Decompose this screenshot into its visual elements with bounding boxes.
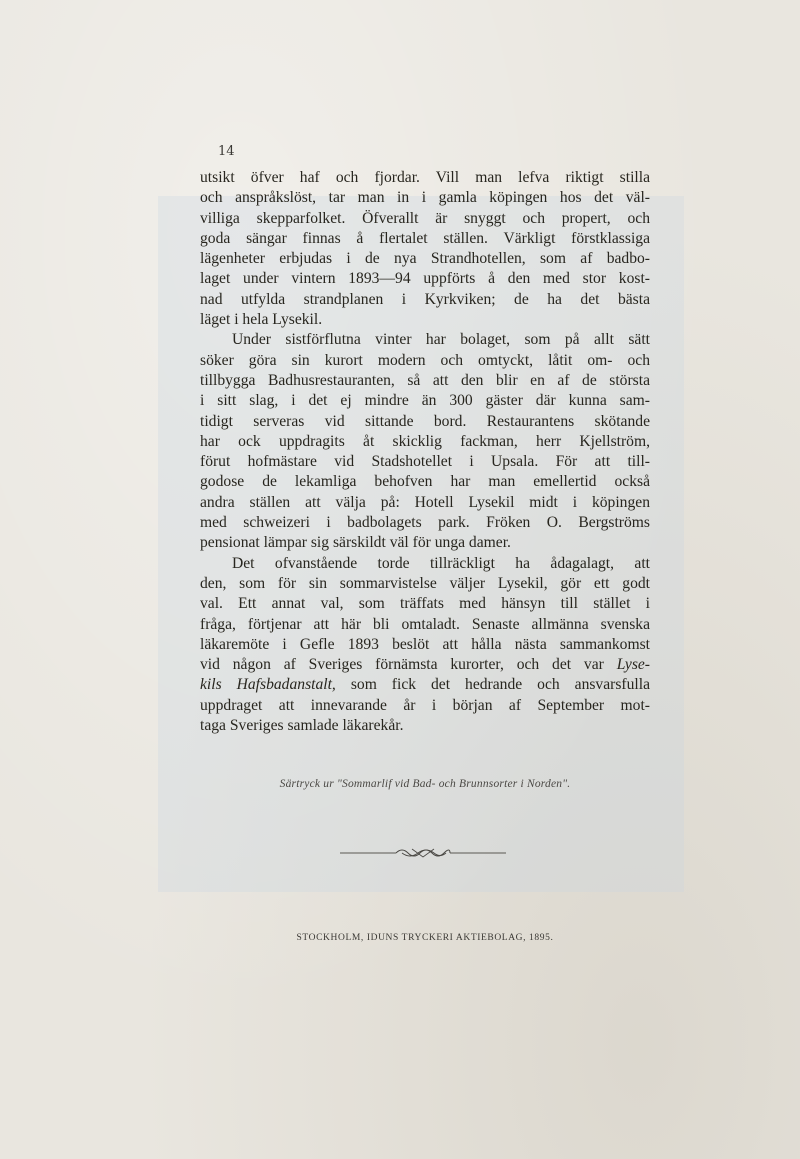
text-line: tidigt serveras vid sittande bord. Restaurantens skötande <box>200 412 650 430</box>
text-line: söker göra sin kurort modern och omtyckt, låtit om- och <box>200 351 650 369</box>
text-line: har ock uppdragits åt skicklig fackman, herr Kjellström, <box>200 432 650 450</box>
ornament-divider-icon <box>340 845 506 861</box>
text-line: goda sängar finnas å flertalet ställen. Värkligt förstklassiga <box>200 229 650 247</box>
text-line: taga Sveriges samlade läkarekår. <box>200 717 404 735</box>
text-line: utsikt öfver haf och fjordar. Vill man lefva riktigt stilla <box>200 169 650 186</box>
text-line: andra ställen att välja på: Hotell Lysekil midt i köpingen <box>200 493 650 511</box>
printer-imprint: STOCKHOLM, IDUNS TRYCKERI AKTIEBOLAG, 1895. <box>296 933 554 943</box>
reprint-note: Särtryck ur "Sommarlif vid Bad- och Brunnsorter i Norden". <box>279 778 571 790</box>
text-line: med schweizeri i badbolagets park. Fröken O. Bergströms <box>200 514 650 532</box>
text-line: Det ofvanstående torde tillräckligt ha ådagalagt, att <box>232 554 650 572</box>
text-line: och anspråkslöst, tar man in i gamla köpingen hos det väl- <box>200 189 650 207</box>
text-line: fråga, förtjenar att här bli omtaladt. Senaste allmänna svenska <box>200 615 650 633</box>
text-line: pensionat lämpar sig särskildt väl för unga damer. <box>200 534 511 552</box>
text-line: tillbygga Badhusrestauranten, så att den blir en af de största <box>200 371 650 389</box>
text-line: uppdraget att innevarande år i början af September mot- <box>200 696 650 714</box>
text-line: den, som för sin sommarvistelse väljer Lysekil, gör ett godt <box>200 574 650 592</box>
place-name-italic: Lyse- <box>616 656 650 674</box>
text-segment: vid någon af Sveriges förnämsta kurorter, och det var <box>200 656 604 674</box>
text-line: laget under vintern 1893—94 uppförts å den med stor kost- <box>200 270 650 288</box>
text-segment: som fick det hedrande och ansvarsfulla <box>350 676 650 694</box>
text-line: i sitt slag, i det ej mindre än 300 gäster där kunna sam- <box>200 392 650 410</box>
text-line: läget i hela Lysekil. <box>200 311 323 329</box>
text-line: villiga skepparfolket. Öfverallt är snyggt och propert, och <box>200 209 650 227</box>
body-text <box>200 168 650 736</box>
text-line: lägenheter erbjudas i de nya Strandhotellen, som af badbo- <box>200 250 650 268</box>
text-line: val. Ett annat val, som träffats med hänsyn till stället i <box>200 595 650 613</box>
text-line: godose de lekamliga behofven har man emellertid också <box>200 473 650 491</box>
text-line <box>200 655 650 675</box>
text-line: Under sistförflutna vinter har bolaget, som på allt sätt <box>232 331 650 349</box>
text-line: nad utfylda strandplanen i Kyrkviken; de ha det bästa <box>200 290 650 308</box>
text-line <box>200 675 650 695</box>
text-line: läkaremöte i Gefle 1893 beslöt att hålla nästa sammankomst <box>200 635 650 653</box>
page-number: 14 <box>218 144 235 159</box>
text-line: förut hofmästare vid Stadshotellet i Upsala. För att till- <box>200 453 650 471</box>
place-name-italic: kils Hafsbadanstalt, <box>200 676 336 694</box>
